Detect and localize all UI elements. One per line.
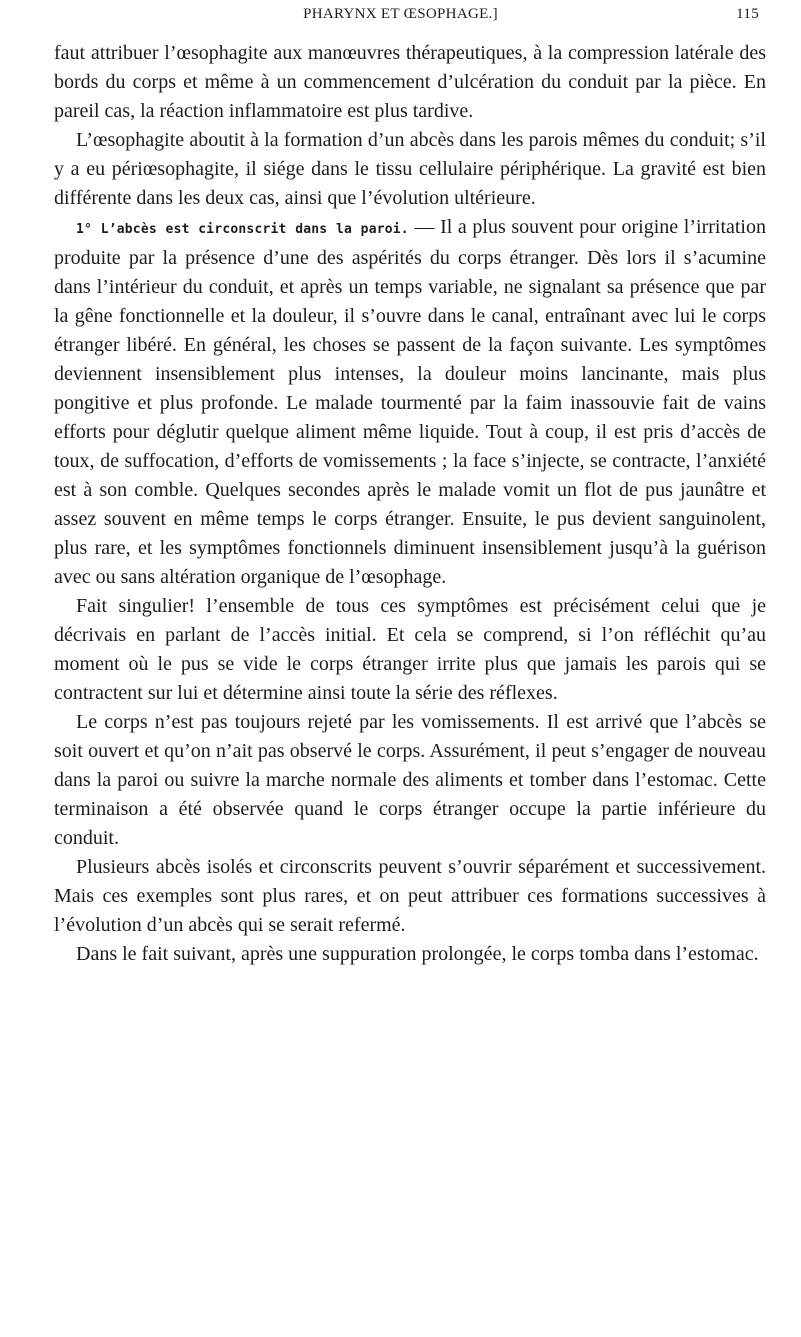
paragraph-oesophagite-abces: L’œsophagite aboutit à la formation d’un abcès dans les parois mêmes du conduit; s’il y a eu périœsophagite, il siége dans le tissu cellulaire périphérique. La gravité est bien différente dans les deux cas, ainsi que l’évolution ultérieure. xyxy=(54,129,766,209)
paragraph-corps-rejete: Le corps n’est pas toujours rejeté par les vomissements. Il est arrivé que l’abcès se soit ouvert et qu’on n’ait pas observé le corps. Assurément, il peut s’engager de nouveau dans la paroi ou suivre la marche normale des aliments et tomber dans l’estomac. Cette terminaison a été observée quand le corps étranger occupe la partie inférieure du conduit. xyxy=(54,711,766,849)
page-number: 115 xyxy=(736,6,759,22)
paragraph-continuation: faut attribuer l’œsophagite aux manœuvres thérapeutiques, à la compression latérale des bords du corps et même à un commencement d’ulcération du conduit par la pièce. En pareil cas, la réaction inflammatoire est plus tardive. xyxy=(54,42,766,122)
section-heading: 1° L’abcès est circonscrit dans la paroi. xyxy=(76,222,409,237)
running-header xyxy=(0,6,801,30)
paragraph-fait-singulier: Fait singulier! l’ensemble de tous ces symptômes est précisément celui que je décrivais en parlant de l’accès initial. Et cela se comprend, si l’on réfléchit qu’au moment où le pus se vide le corps étranger irrite plus que jamais les parois qui se contractent sur lui et détermine ainsi toute la série des réflexes. xyxy=(54,595,766,704)
running-title: PHARYNX ET ŒSOPHAGE.] xyxy=(303,6,498,22)
paragraph-abces-circonscrit xyxy=(54,213,766,592)
paragraph-fait-suivant: Dans le fait suivant, après une suppuration prolongée, le corps tomba dans l’estomac. xyxy=(76,943,759,965)
paragraph-abces-multiples: Plusieurs abcès isolés et circonscrits peuvent s’ouvrir séparément et successivement. Mais ces exemples sont plus rares, et on peut attribuer ces formations successives à l’évolution d’un abcès qui se serait refermé. xyxy=(54,856,766,936)
text-body xyxy=(54,39,766,969)
paragraph-text: — Il a plus souvent pour origine l’irritation produite par la présence d’une des aspérités du corps étranger. Dès lors il s’acumine dans l’intérieur du conduit, et après un temps variable, ne signalant sa présence que par la gêne fonctionnelle et la douleur, il s’ouvre dans le canal, entraînant avec lui le corps étranger libéré. En général, les choses se passent de la façon suivante. Les symptômes deviennent insensiblement plus intenses, la douleur moins lancinante, mais plus pongitive et plus profonde. Le malade tourmenté par la faim inassouvie fait de vains efforts pour déglutir quelque aliment même liquide. Tout à coup, il est pris d’accès de toux, de suffocation, d’efforts de vomissements ; la face s’injecte, se contracte, l’anxiété est à son comble. Quelques secondes après le malade vomit un flot de pus jaunâtre et assez souvent en même temps le corps étranger. Ensuite, le pus devient sanguinolent, plus rare, et les symptômes fonctionnels diminuent insensiblement jusqu’à la guérison avec ou sans altération organique de l’œsophage. xyxy=(54,216,766,588)
